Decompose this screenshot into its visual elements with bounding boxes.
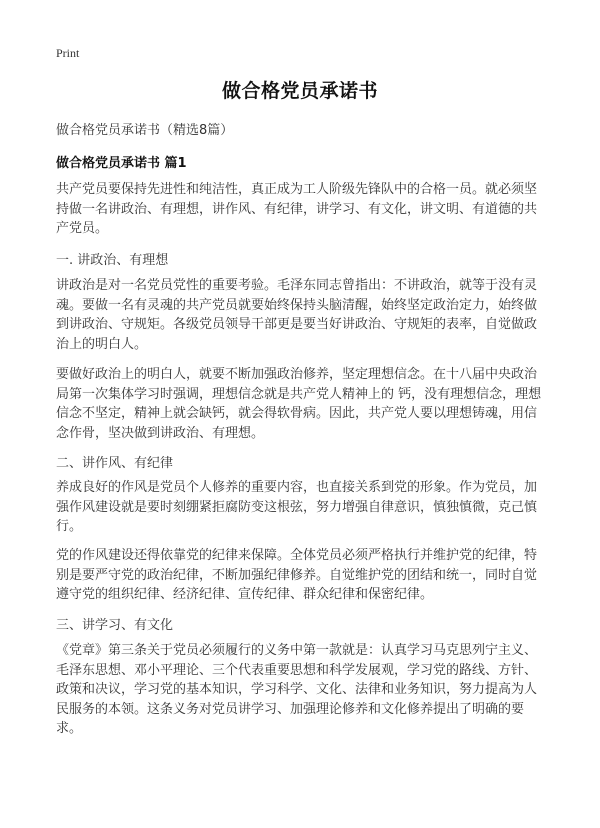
section-heading-2: 二、讲作风、有纪律 [56, 456, 174, 471]
section-2-paragraph-2: 党的作风建设还得依靠党的纪律来保障。全体党员必须严格执行并维护党的纪律，特别是要严守党的政治纪律，不断加强纪律修养。自觉维护党的团结和统一，同时自觉遵守党的组织纪律、经济纪律、宣传纪律、群众纪律和保密纪律。 [56, 548, 538, 602]
section-3-paragraph-1: 《党章》第三条关于党员必须履行的义务中第一款就是：认真学习马克思列宁主义、毛泽东思想、邓小平理论、三个代表重要思想和科学发展观，学习党的路线、方针、政策和决议，学习党的基本知识，学习科学、文化、法律和业务知识，努力提高为人民服务的本领。这条义务对党员讲学习、加强理论修养和文化修养提出了明确的要求。 [56, 643, 538, 736]
document-subtitle: 做合格党员承诺书（精选8篇） [56, 123, 234, 138]
section-1-paragraph-1: 讲政治是对一名党员党性的重要考验。毛泽东同志曾指出：不讲政治，就等于没有灵魂。要做一名有灵魂的共产党员就要始终保持头脑清醒，始终坚定政治定力，始终做到讲政治、守规矩。各级党员领导干部更是要当好讲政治、守规矩的表率，自觉做政治上的明白人。 [56, 278, 538, 352]
section-2-paragraph-1: 养成良好的作风是党员个人修养的重要内容，也直接关系到党的形象。作为党员，加强作风建设就是要时刻绷紧拒腐防变这根弦，努力增强自律意识，慎独慎微，克己慎行。 [56, 480, 538, 534]
section-1-paragraph-2: 要做好政治上的明白人，就要不断加强政治修养，坚定理想信念。在十八届中央政治局第一次集体学习时强调，理想信念就是共产党人精神上的 钙，没有理想信念，理想信念不坚定，精神上就会缺钙，就会得软骨病。因此，共产党人要以理想铸魂，用信念作骨，坚决做到讲政治、有理想。 [56, 367, 542, 441]
article-heading: 做合格党员承诺书 篇1 [56, 156, 187, 171]
section-heading-1: 一. 讲政治、有理想 [56, 253, 169, 268]
section-heading-3: 三、讲学习、有文化 [56, 618, 174, 633]
print-link[interactable]: Print [56, 46, 80, 60]
intro-paragraph: 共产党员要保持先进性和纯洁性，真正成为工人阶级先锋队中的合格一员。就必须坚持做一名讲政治、有理想，讲作风、有纪律，讲学习、有文化，讲文明、有道德的共产党员。 [56, 182, 538, 236]
page-title: 做合格党员承诺书 [221, 80, 378, 102]
